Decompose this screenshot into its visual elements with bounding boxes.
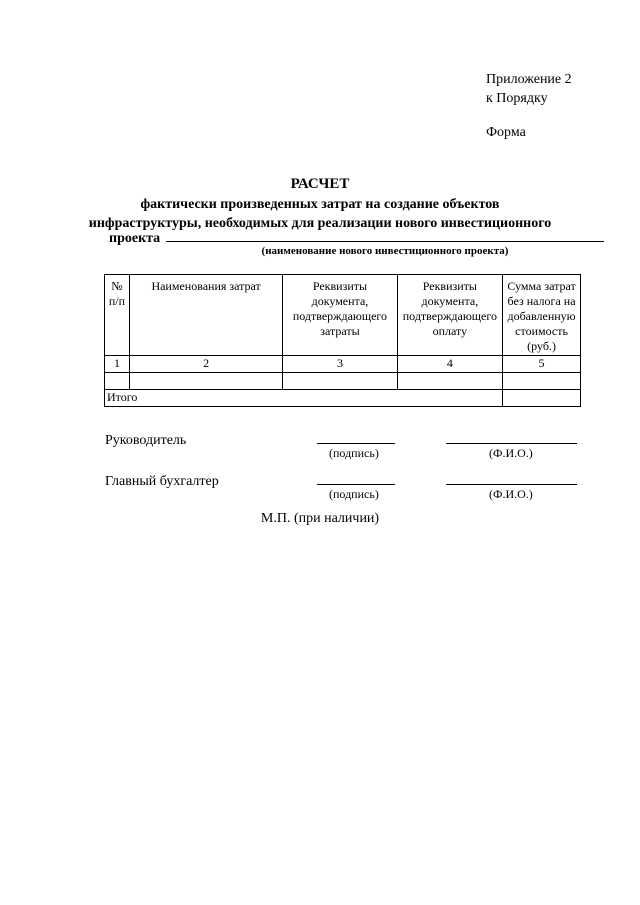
head-signature-line (317, 443, 395, 444)
header-cell-payment-document: Реквизиты документа, подтверждающего оплату (397, 275, 502, 356)
document-subtitle (0, 195, 640, 233)
total-amount-cell[interactable] (503, 390, 581, 407)
table-column-numbers-row (105, 356, 581, 373)
head-signature-hint: (подпись) (329, 446, 379, 460)
table-cell[interactable] (503, 373, 581, 390)
accountant-name-hint: (Ф.И.О.) (489, 487, 533, 501)
project-name-line (166, 241, 604, 242)
total-label: Итого (105, 390, 503, 407)
column-number-cell: 3 (283, 356, 397, 373)
accountant-label: Главный бухгалтер (105, 474, 219, 489)
table-cell[interactable] (129, 373, 282, 390)
appendix-number: Приложение 2 (486, 72, 572, 87)
subtitle-line-2: инфраструктуры, необходимых для реализации нового инвестиционного (88, 216, 552, 231)
column-number-cell: 4 (397, 356, 502, 373)
accountant-signature-hint: (подпись) (329, 487, 379, 501)
header-cell-cost-document: Реквизиты документа, подтверждающего затраты (283, 275, 397, 356)
table-header-row (105, 275, 581, 356)
project-name-hint: (наименование нового инвестиционного проекта) (261, 245, 509, 257)
accountant-signature-line (317, 484, 395, 485)
stamp-place: М.П. (при наличии) (260, 511, 380, 526)
form-label: Форма (486, 125, 526, 140)
column-number-cell: 1 (105, 356, 130, 373)
head-name-hint: (Ф.И.О.) (489, 446, 533, 460)
project-label: проекта (109, 231, 161, 246)
appendix-order: к Порядку (486, 91, 548, 106)
accountant-name-line (446, 484, 577, 485)
table-cell[interactable] (283, 373, 397, 390)
subtitle-line-1: фактически произведенных затрат на создание объектов (140, 197, 500, 212)
head-label: Руководитель (105, 433, 187, 448)
column-number-cell: 5 (503, 356, 581, 373)
table-total-row (105, 390, 581, 407)
header-cell-amount: Сумма затрат без налога на добавленную стоимость (руб.) (503, 275, 581, 356)
table-cell[interactable] (397, 373, 502, 390)
document-title: РАСЧЕТ (290, 176, 350, 192)
head-name-line (446, 443, 577, 444)
header-cell-cost-name: Наименования затрат (129, 275, 282, 356)
costs-table (104, 274, 581, 407)
header-cell-number: № п/п (105, 275, 130, 356)
table-cell[interactable] (105, 373, 130, 390)
column-number-cell: 2 (129, 356, 282, 373)
table-row (105, 373, 581, 390)
appendix-block (486, 70, 572, 142)
